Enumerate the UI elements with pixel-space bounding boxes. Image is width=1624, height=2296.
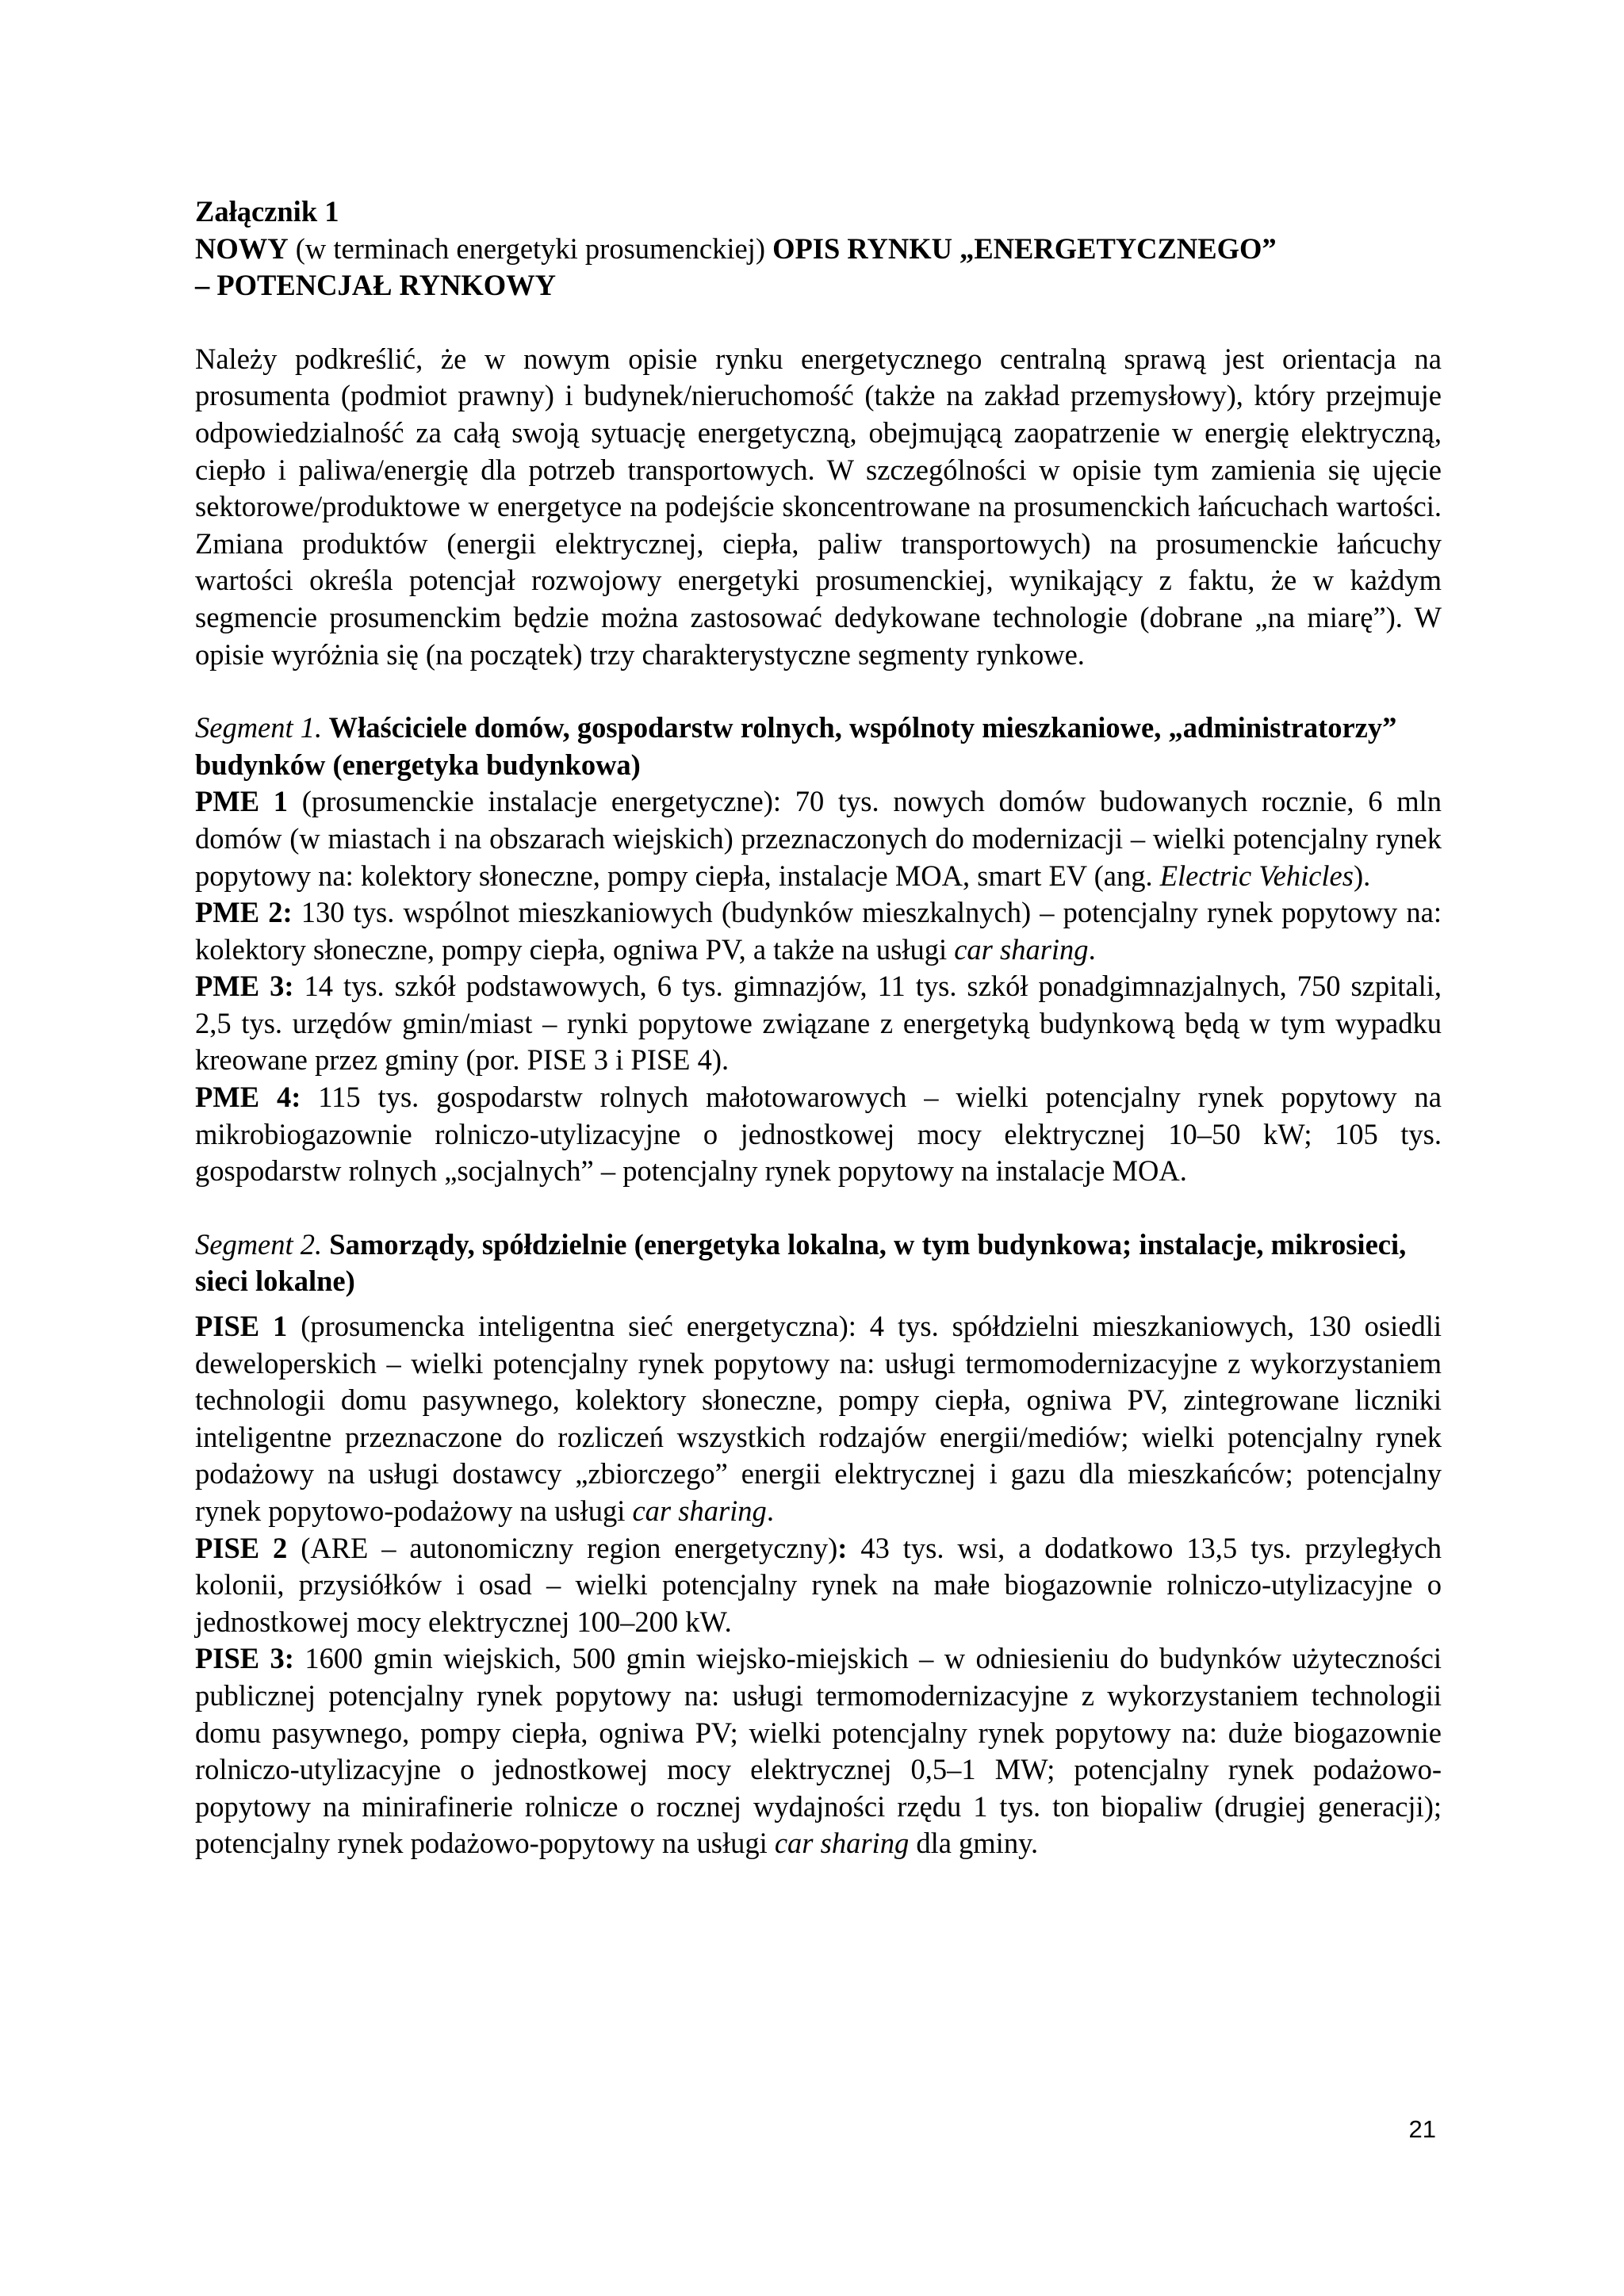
pme-2-label: PME 2: (195, 896, 293, 929)
segment-2-heading (195, 1226, 1442, 1300)
segment-2-title: Samorządy, spółdzielnie (energetyka lokalna, w tym budynkowa; instalacje, mikrosieci, sieci lokalne) (195, 1227, 1407, 1298)
pme-2-end: . (1088, 932, 1096, 966)
page-number: 21 (1408, 2115, 1436, 2143)
pme-2-text: 130 tys. wspólnot mieszkaniowych (budynków mieszkalnych) – potencjalny rynek popytowy na: kolektory słoneczne, pompy ciepła, ogniwa PV, a także na usługi (195, 896, 1442, 966)
pise-3-italic: car sharing (774, 1827, 910, 1860)
pise-3-end: dla gminy. (909, 1827, 1039, 1860)
pme-1-end: ). (1353, 859, 1371, 892)
page-content (195, 193, 1442, 1862)
pme-3-text: 14 tys. szkół podstawowych, 6 tys. gimnazjów, 11 tys. szkół ponadgimnazjalnych, 750 szpitali, 2,5 tys. urzędów gmin/miast – rynki popytowe związane z energetyką budynkową będą w tym wypadku kreowane przez gminy (por. PISE 3 i PISE 4). (195, 970, 1442, 1077)
segment-2-label: Segment 2. (195, 1227, 323, 1261)
annex-heading (195, 231, 1442, 268)
pise-2-text-a: (ARE – autonomiczny region energetyczny) (287, 1531, 838, 1564)
pise-1-text: (prosumencka inteligentna sieć energetyczna): 4 tys. spółdzielni mieszkaniowych, 130 osiedli deweloperskich – wielki potencjalny rynek popytowy na: usługi termomodernizacyjne z wykorzystaniem technologii domu pasywnego, kolektory słoneczne, pompy ciepła, ogniwa PV, zintegrowane liczniki inteligentne przeznaczone do rozliczeń wszystkich rodzajów energii/mediów; wielki potencjalny rynek podażowy na usługi dostawcy „zbiorczego” energii elektrycznej i gazu dla mieszkańców; potencjalny rynek popytowo-podażowy na usługi (195, 1310, 1442, 1527)
segment-1-label: Segment 1. (195, 711, 323, 744)
pise-2-label: PISE 2 (195, 1531, 288, 1564)
pise-2-text-b: 43 tys. wsi, a dodatkowo 13,5 tys. przyległych kolonii, przysiółków i osad – wielki potencjalny rynek na małe biogazownie rolniczo-utylizacyjne o jednostkowej mocy elektrycznej 100–200 kW. (195, 1531, 1442, 1638)
pme-1-paragraph (195, 783, 1442, 894)
pise-1-end: . (766, 1494, 774, 1527)
pise-3-text: 1600 gmin wiejskich, 500 gmin wiejsko-miejskich – w odniesieniu do budynków użyteczności publicznej potencjalny rynek popytowy na: usługi termomodernizacyjne z wykorzystaniem technologii domu pasywnego, pompy ciepła, ogniwa PV; wielki potencjalny rynek popytowy na: duże biogazownie rolniczo-utylizacyjne o jednostkowej mocy elektrycznej 0,5–1 MW; potencjalny rynek podażowo-popytowy na minirafinerie rolnicze o rocznej wydajności rzędu 1 tys. ton biopaliw (drugiej generacji); potencjalny rynek podażowo-popytowy na usługi (195, 1642, 1442, 1860)
pme-3-label: PME 3: (195, 970, 294, 1003)
pme-4-label: PME 4: (195, 1081, 301, 1114)
heading-market-description: OPIS RYNKU „ENERGETYCZNEGO” (772, 232, 1277, 265)
segment-1-title: Właściciele domów, gospodarstw rolnych, wspólnoty mieszkaniowe, „administratorzy” budynków (energetyka budynkowa) (195, 711, 1397, 781)
pise-2-colon: : (837, 1531, 848, 1564)
spacer (195, 304, 1442, 341)
spacer (195, 1300, 1442, 1308)
heading-market-potential: – POTENCJAŁ RYNKOWY (195, 269, 556, 302)
spacer (195, 673, 1442, 710)
pme-3-paragraph (195, 968, 1442, 1079)
pme-1-italic: Electric Vehicles (1159, 859, 1354, 892)
spacer (195, 1190, 1442, 1226)
pme-4-paragraph (195, 1079, 1442, 1190)
pise-1-italic: car sharing (632, 1494, 767, 1527)
pme-1-label: PME 1 (195, 785, 289, 818)
pise-1-label: PISE 1 (195, 1310, 288, 1343)
annex-title: Załącznik 1 (195, 195, 339, 228)
pme-2-italic: car sharing (954, 932, 1089, 966)
pise-3-label: PISE 3: (195, 1642, 294, 1675)
pme-1-text: (prosumenckie instalacje energetyczne): 70 tys. nowych domów budowanych rocznie, 6 mln domów (w miastach i na obszarach wiejskich) przeznaczonych do modernizacji – wielki potencjalny rynek popytowy na: kolektory słoneczne, pompy ciepła, instalacje MOA, smart EV (ang. (195, 785, 1442, 892)
segment-1-heading (195, 710, 1442, 783)
pme-2-paragraph (195, 894, 1442, 968)
pise-3-paragraph (195, 1640, 1442, 1862)
pise-1-paragraph (195, 1308, 1442, 1530)
pise-2-paragraph (195, 1530, 1442, 1641)
intro-paragraph: Należy podkreślić, że w nowym opisie rynku energetycznego centralną sprawą jest orientacja na prosumenta (podmiot prawny) i budynek/nieruchomość (także na zakład przemysłowy), który przejmuje odpowiedzialność za całą swoją sytuację energetyczną, obejmującą zaopatrzenie w energię elektryczną, ciepło i paliwa/energię dla potrzeb transportowych. W szczególności w opisie tym zamienia się ujęcie sektorowe/produktowe w energetyce na podejście skoncentrowane na prosumenckich łańcuchach wartości. Zmiana produktów (energii elektrycznej, ciepła, paliw transportowych) na prosumenckie łańcuchy wartości określa potencjał rozwojowy energetyki prosumenckiej, wynikający z faktu, że w każdym segmencie prosumenckim będzie można zastosować dedykowane technologie (dobrane „na miarę”). W opisie wyróżnia się (na początek) trzy charakterystyczne segmenty rynkowe. (195, 342, 1442, 671)
heading-new: NOWY (195, 232, 289, 265)
heading-subtitle: (w terminach energetyki prosumenckiej) (288, 232, 773, 265)
pme-4-text: 115 tys. gospodarstw rolnych małotowarowych – wielki potencjalny rynek popytowy na mikrobiogazownie rolniczo-utylizacyjne o jednostkowej mocy elektrycznej 10–50 kW; 105 tys. gospodarstw rolnych „socjalnych” – potencjalny rynek popytowy na instalacje MOA. (195, 1081, 1442, 1188)
